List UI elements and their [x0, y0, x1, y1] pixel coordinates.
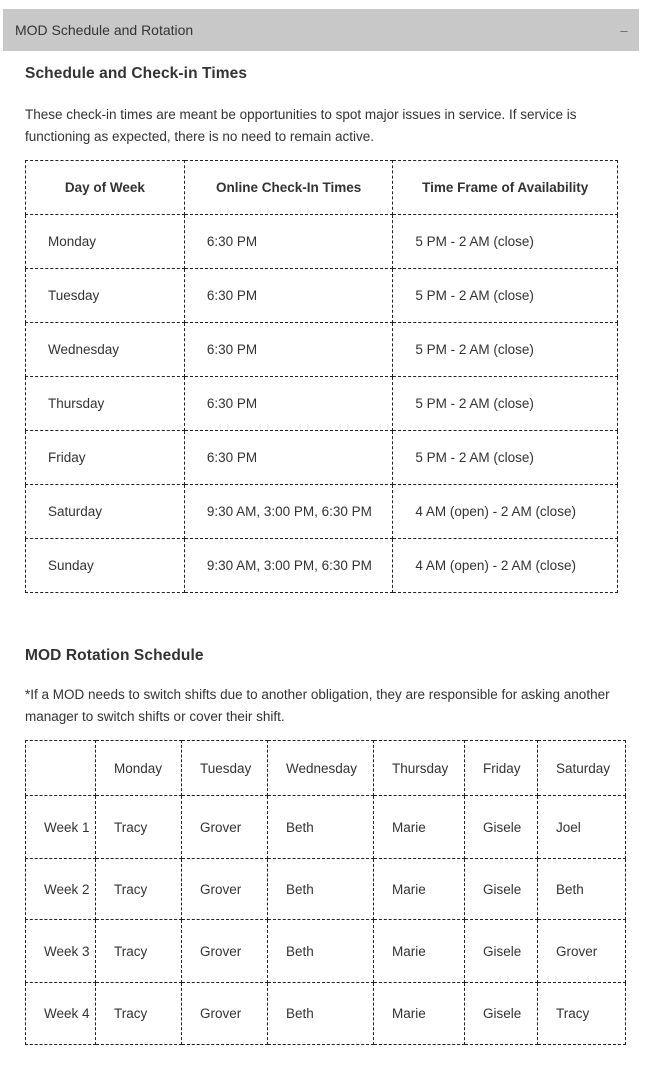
table-row: [26, 215, 618, 269]
schedule-heading: Schedule and Check-in Times: [25, 65, 248, 82]
table-cell: Beth: [268, 796, 374, 859]
table-header-row: [26, 741, 626, 796]
week-label: Week 1: [26, 796, 96, 859]
table-cell: Sunday: [26, 539, 185, 593]
column-header: Wednesday: [268, 741, 374, 796]
table-cell: 5 PM - 2 AM (close): [393, 323, 618, 377]
table-row: [26, 859, 626, 920]
rotation-description: *If a MOD needs to switch shifts due to another obligation, they are responsible for asking another manager to switch shifts or cover their shift.: [25, 687, 610, 724]
table-cell: Tracy: [96, 920, 182, 983]
table-cell: Saturday: [26, 485, 185, 539]
column-header: Friday: [465, 741, 538, 796]
table-cell: 9:30 AM, 3:00 PM, 6:30 PM: [184, 539, 393, 593]
table-cell: Thursday: [26, 377, 185, 431]
table-cell: Grover: [182, 796, 268, 859]
table-row: [26, 431, 618, 485]
table-header-row: [26, 161, 618, 215]
table-cell: 4 AM (open) - 2 AM (close): [393, 485, 618, 539]
column-header: Time Frame of Availability: [393, 161, 618, 215]
table-row: [26, 796, 626, 859]
table-cell: Beth: [268, 983, 374, 1045]
table-row: [26, 539, 618, 593]
table-cell: Monday: [26, 215, 185, 269]
checkin-times-table: [25, 160, 618, 593]
table-cell: Marie: [374, 859, 465, 920]
table-row: [26, 269, 618, 323]
column-header: Day of Week: [26, 161, 185, 215]
column-header: Monday: [96, 741, 182, 796]
accordion-title: MOD Schedule and Rotation: [15, 22, 194, 38]
column-header: Online Check-In Times: [184, 161, 393, 215]
table-cell: Tracy: [96, 859, 182, 920]
table-cell: Tracy: [538, 983, 626, 1045]
column-header: Thursday: [374, 741, 465, 796]
week-label: Week 3: [26, 920, 96, 983]
table-cell: 5 PM - 2 AM (close): [393, 377, 618, 431]
table-cell: Joel: [538, 796, 626, 859]
rotation-heading: MOD Rotation Schedule: [25, 647, 204, 664]
table-cell: 5 PM - 2 AM (close): [393, 215, 618, 269]
table-cell: 6:30 PM: [184, 431, 393, 485]
table-cell: Gisele: [465, 983, 538, 1045]
table-row: [26, 983, 626, 1045]
table-row: [26, 920, 626, 983]
week-label: Week 2: [26, 859, 96, 920]
schedule-description: These check-in times are meant be opportunities to spot major issues in service. If service is functioning as expected, there is no need to remain active.: [25, 107, 577, 144]
table-cell: Gisele: [465, 920, 538, 983]
table-cell: Beth: [268, 859, 374, 920]
table-row: [26, 377, 618, 431]
rotation-table: [25, 740, 626, 1045]
column-header: Saturday: [538, 741, 626, 796]
table-cell: 6:30 PM: [184, 323, 393, 377]
week-label: Week 4: [26, 983, 96, 1045]
table-cell: 5 PM - 2 AM (close): [393, 431, 618, 485]
table-cell: 6:30 PM: [184, 377, 393, 431]
table-cell: Grover: [182, 920, 268, 983]
table-cell: Beth: [538, 859, 626, 920]
column-header: [26, 741, 96, 796]
table-cell: Grover: [538, 920, 626, 983]
table-cell: Grover: [182, 983, 268, 1045]
table-cell: Wednesday: [26, 323, 185, 377]
column-header: Tuesday: [182, 741, 268, 796]
table-cell: 6:30 PM: [184, 215, 393, 269]
table-cell: 5 PM - 2 AM (close): [393, 269, 618, 323]
collapse-icon[interactable]: –: [620, 22, 628, 38]
table-cell: Gisele: [465, 796, 538, 859]
table-cell: 9:30 AM, 3:00 PM, 6:30 PM: [184, 485, 393, 539]
table-cell: Tracy: [96, 983, 182, 1045]
table-cell: Gisele: [465, 859, 538, 920]
table-cell: Beth: [268, 920, 374, 983]
table-cell: Marie: [374, 983, 465, 1045]
accordion-header[interactable]: [3, 9, 639, 51]
table-cell: Friday: [26, 431, 185, 485]
table-cell: Grover: [182, 859, 268, 920]
table-cell: 4 AM (open) - 2 AM (close): [393, 539, 618, 593]
table-row: [26, 323, 618, 377]
table-row: [26, 485, 618, 539]
table-cell: Marie: [374, 796, 465, 859]
table-cell: Tuesday: [26, 269, 185, 323]
table-cell: 6:30 PM: [184, 269, 393, 323]
table-cell: Marie: [374, 920, 465, 983]
table-cell: Tracy: [96, 796, 182, 859]
